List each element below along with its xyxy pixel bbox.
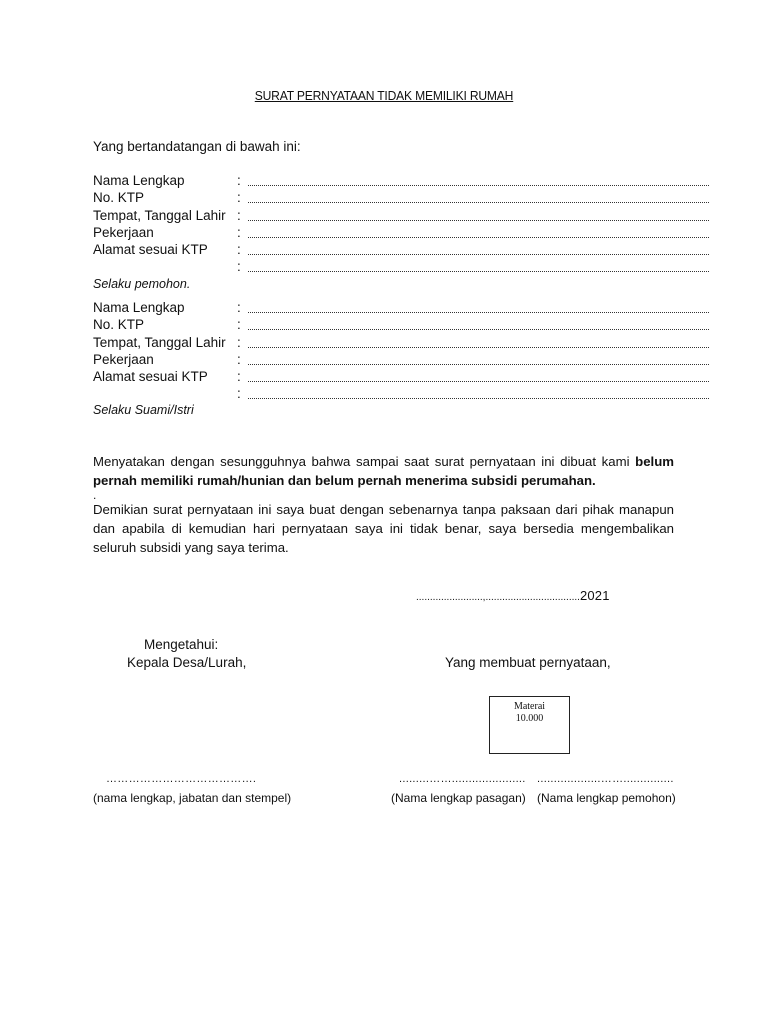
date-line	[416, 588, 610, 603]
intro-text: Yang bertandatangan di bawah ini:	[93, 139, 301, 154]
fill-in-line	[248, 271, 709, 272]
materai-value: 10.000	[515, 713, 544, 724]
field-row	[93, 299, 709, 316]
field-label: Pekerjaan	[93, 224, 154, 240]
field-colon: :	[237, 351, 241, 367]
field-label: No. KTP	[93, 190, 145, 206]
yang-membuat-label: Yang membuat pernyataan,	[445, 655, 611, 670]
statement-text: Menyatakan dengan sesungguhnya bahwa sampai saat surat pernyataan ini dibuat kami	[93, 454, 636, 469]
date-dots: ..................................	[485, 592, 580, 603]
field-label: Tempat, Tanggal Lahir	[93, 334, 226, 350]
fill-in-line	[248, 329, 709, 330]
signature-label-left: (nama lengkap, jabatan dan stempel)	[93, 791, 292, 805]
field-row	[93, 207, 709, 224]
fill-in-line	[248, 254, 709, 255]
fill-in-line	[248, 398, 709, 399]
field-row	[93, 172, 709, 189]
field-label: Tempat, Tanggal Lahir	[93, 207, 226, 223]
signature-line-middle: .........……......................	[399, 773, 526, 785]
field-colon: :	[237, 224, 241, 240]
fill-in-line	[248, 347, 709, 348]
fill-in-line	[248, 237, 709, 238]
date-year: 2021	[579, 588, 610, 603]
role-spouse: Selaku Suami/Istri	[93, 403, 194, 417]
field-row	[93, 351, 709, 368]
field-colon: :	[237, 190, 241, 206]
fill-in-line	[248, 312, 709, 313]
field-colon: :	[237, 242, 241, 258]
fill-in-line	[248, 381, 709, 382]
field-label: Nama Lengkap	[93, 300, 185, 315]
applicant-fields	[93, 172, 709, 276]
materai-label: Materai	[513, 701, 546, 712]
field-row	[93, 385, 709, 402]
field-label: Alamat sesuai KTP	[93, 242, 208, 258]
stray-dot: .	[93, 488, 97, 502]
field-colon: :	[237, 317, 241, 333]
field-colon: :	[237, 369, 241, 385]
fill-in-line	[248, 185, 709, 186]
field-colon: :	[237, 300, 241, 315]
field-label: Alamat sesuai KTP	[93, 369, 208, 385]
statement-paragraph	[93, 452, 674, 490]
fill-in-line	[248, 202, 709, 203]
field-colon: :	[237, 207, 241, 223]
signature-line-left: ………………………………….	[106, 773, 257, 785]
place-dots: ........................,	[416, 592, 486, 603]
mengetahui-label: Mengetahui:	[144, 637, 219, 652]
field-row	[93, 258, 709, 275]
kepala-desa-label: Kepala Desa/Lurah,	[127, 655, 247, 670]
field-colon: :	[237, 173, 241, 188]
closing-paragraph: Demikian surat pernyataan ini saya buat dengan sebenarnya tanpa paksaan dari pihak manapun dan apabila di kemudian hari pernyataan saya ini tidak benar, saya bersedia mengembalikan seluruh subsidi yang saya terima.	[93, 502, 674, 555]
field-label: No. KTP	[93, 317, 145, 333]
field-row	[93, 241, 709, 258]
field-label: Nama Lengkap	[93, 173, 185, 188]
field-row	[93, 368, 709, 385]
field-row	[93, 189, 709, 206]
spouse-fields	[93, 299, 709, 403]
fill-in-line	[248, 364, 709, 365]
field-colon: :	[237, 259, 241, 275]
field-colon: :	[237, 334, 241, 350]
materai-stamp-box	[489, 696, 570, 754]
field-colon: :	[237, 386, 241, 402]
field-row	[93, 224, 709, 241]
field-row	[93, 334, 709, 351]
role-applicant: Selaku pemohon.	[93, 277, 191, 291]
field-label: Pekerjaan	[93, 351, 154, 367]
signature-line-right: ...................……...............	[537, 773, 674, 785]
fill-in-line	[248, 220, 709, 221]
signature-label-right: (Nama lengkap pemohon)	[537, 791, 676, 805]
field-row	[93, 316, 709, 333]
document-title: SURAT PERNYATAAN TIDAK MEMILIKI RUMAH	[254, 88, 514, 103]
statement-bold-text: belum pernah memiliki rumah/hunian dan belum pernah menerima subsidi perumahan.	[93, 454, 674, 488]
signature-label-middle: (Nama lengkap pasagan)	[391, 791, 526, 805]
